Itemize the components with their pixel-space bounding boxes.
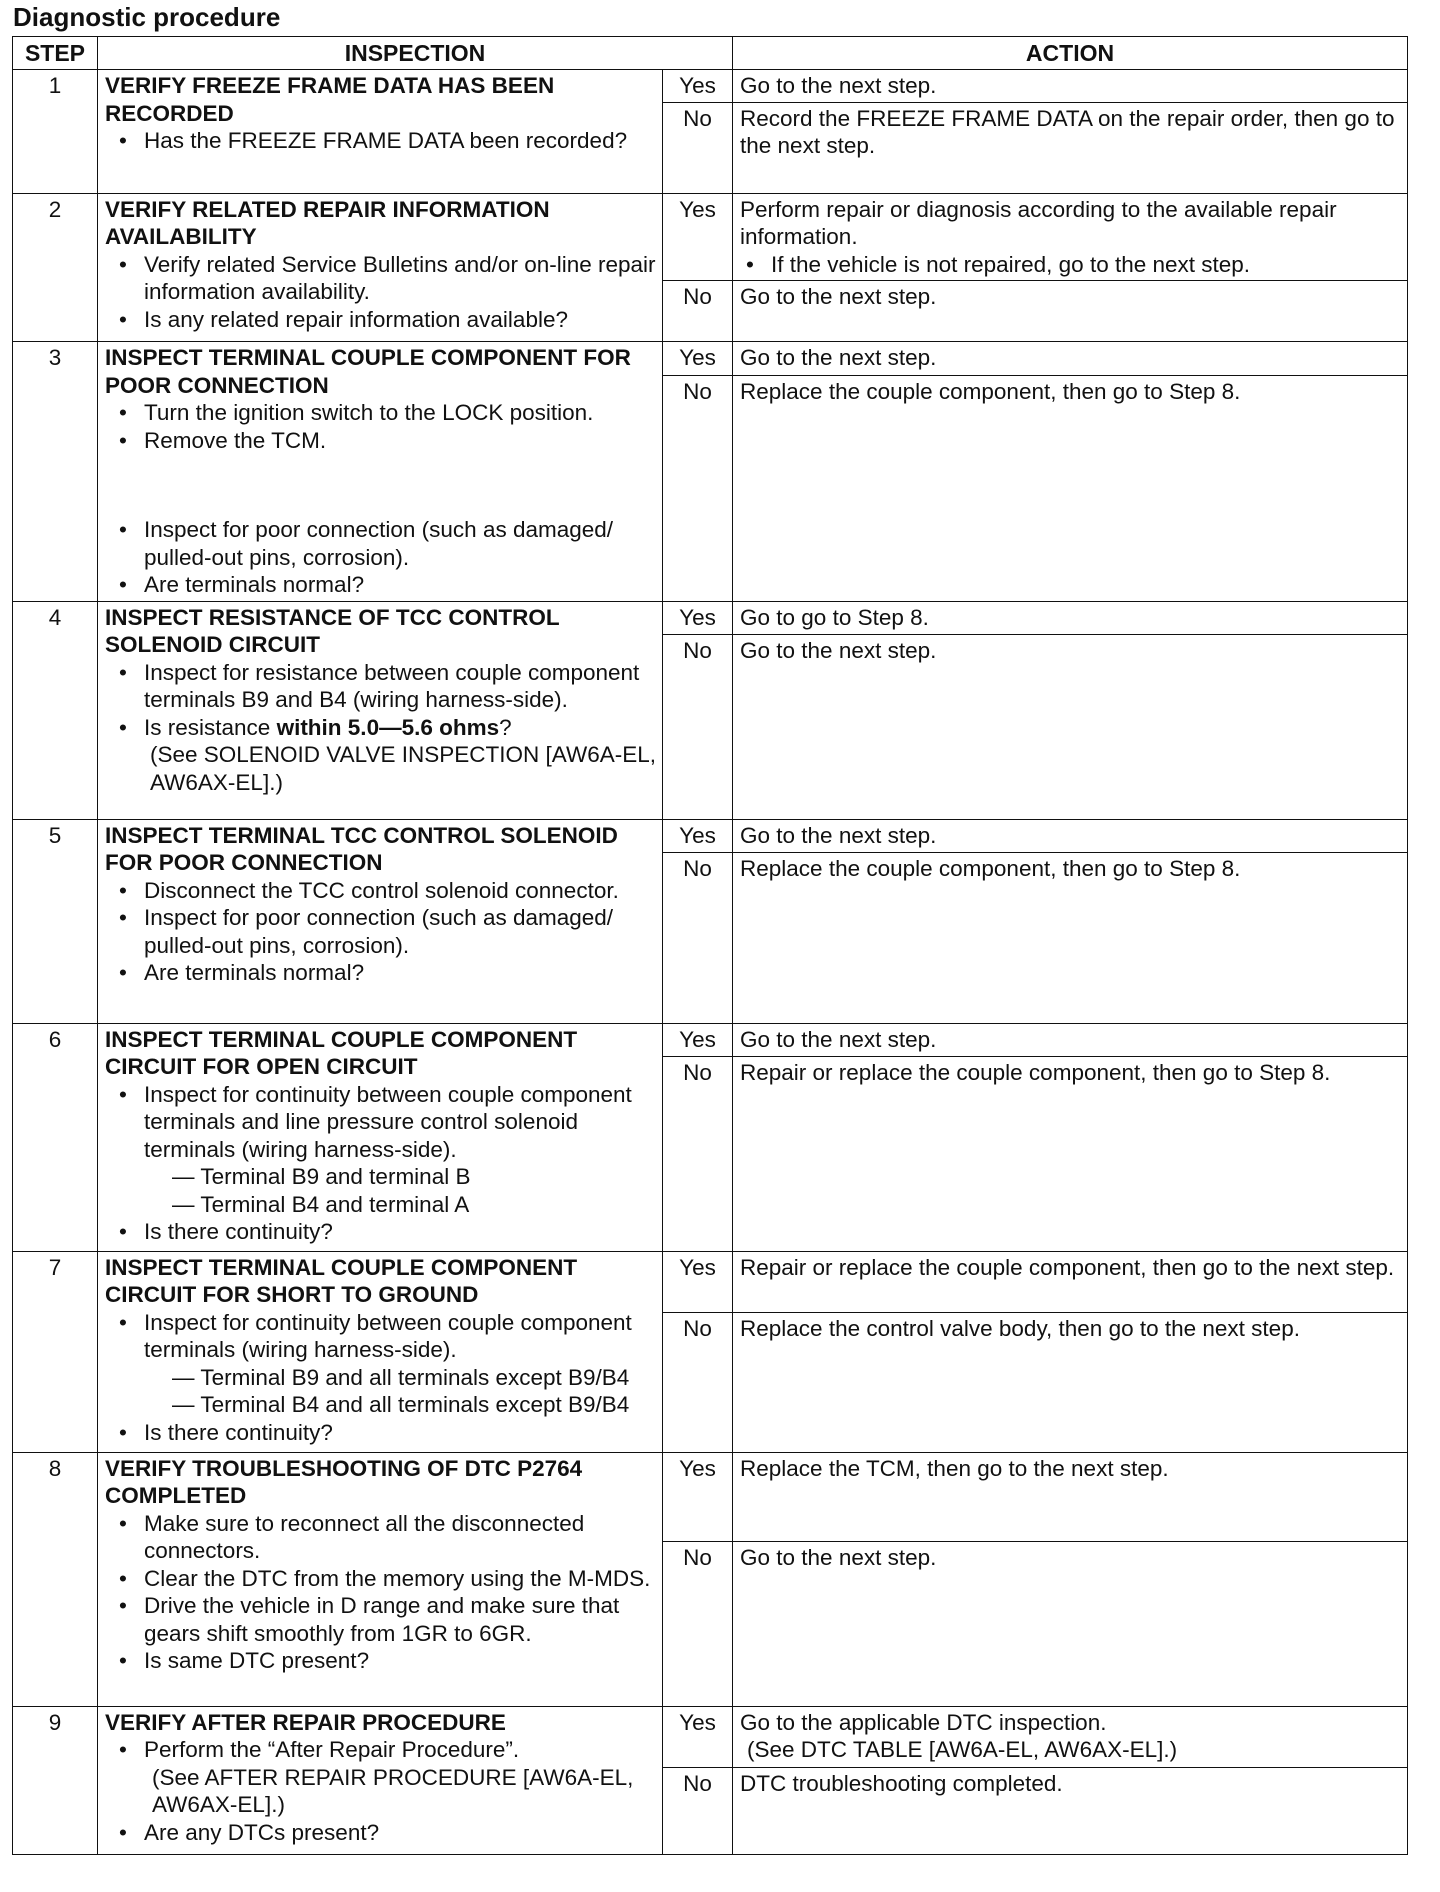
- inspection-bullet: • Clear the DTC from the memory using the M-MDS.: [119, 1565, 658, 1593]
- no-action: Go to the next step.: [733, 1541, 1408, 1706]
- diagnostic-table: [12, 36, 1408, 1855]
- no-label: No: [663, 1312, 733, 1452]
- inspection-cell: [98, 193, 663, 342]
- no-label: No: [663, 281, 733, 342]
- inspection-title: VERIFY AFTER REPAIR PROCEDURE: [105, 1709, 506, 1735]
- yes-label: Yes: [663, 819, 733, 852]
- inspection-bullet: • Remove the TCM.: [119, 427, 658, 455]
- inspection-cell: [98, 1251, 663, 1452]
- sub-item: — Terminal B4 and terminal A: [172, 1191, 470, 1217]
- inspection-bullet: • Has the FREEZE FRAME DATA been recorded?: [119, 127, 658, 155]
- sub-item: — Terminal B4 and all terminals except B9/B4: [172, 1392, 630, 1417]
- inspection-title: INSPECT TERMINAL COUPLE COMPONENT FOR POOR CONNECTION: [105, 345, 631, 398]
- header-inspection: INSPECTION: [98, 37, 733, 70]
- yes-label: Yes: [663, 1706, 733, 1767]
- inspection-cell: [98, 70, 663, 194]
- yes-label: Yes: [663, 1251, 733, 1312]
- inspection-cell: [98, 601, 663, 819]
- bullet-text: Inspect for continuity between couple component terminals and line pressure control solenoid terminals (wiring harness-side).: [144, 1081, 632, 1162]
- reference-link[interactable]: (See DTC TABLE [AW6A-EL, AW6AX-EL].): [747, 1737, 1178, 1762]
- inspection-title: INSPECT TERMINAL COUPLE COMPONENT CIRCUIT FOR OPEN CIRCUIT: [105, 1026, 578, 1079]
- page-title: Diagnostic procedure: [13, 2, 281, 32]
- table-row: [13, 1706, 1408, 1767]
- resistance-spec: within 5.0—5.6 ohms: [276, 714, 500, 740]
- step-number: 9: [13, 1706, 98, 1854]
- table-row: [13, 193, 1408, 281]
- yes-action: Go to the next step.: [733, 342, 1408, 376]
- inspection-title: INSPECT RESISTANCE OF TCC CONTROL SOLENOID CIRCUIT: [105, 604, 560, 657]
- table-row: [13, 342, 1408, 376]
- inspection-bullet: • Is there continuity?: [119, 1218, 658, 1246]
- inspection-cell: [98, 342, 663, 602]
- yes-action: Go to go to Step 8.: [733, 601, 1408, 634]
- reference-link[interactable]: (See SOLENOID VALVE INSPECTION [AW6A-EL, AW6AX-EL].): [150, 742, 656, 795]
- step-number: 1: [13, 70, 98, 194]
- yes-action: Repair or replace the couple component, then go to the next step.: [733, 1251, 1408, 1312]
- no-label: No: [663, 634, 733, 819]
- no-action: DTC troubleshooting completed.: [733, 1767, 1408, 1854]
- inspection-bullet: • Are terminals normal?: [119, 571, 658, 599]
- inspection-bullet: • Are any DTCs present?: [119, 1819, 658, 1847]
- inspection-title: VERIFY TROUBLESHOOTING OF DTC P2764 COMPLETED: [105, 1455, 583, 1508]
- step-number: 2: [13, 193, 98, 342]
- inspection-cell: [98, 1706, 663, 1854]
- inspection-bullet: • Inspect for poor connection (such as damaged/ pulled-out pins, corrosion).: [119, 904, 658, 959]
- yes-label: Yes: [663, 70, 733, 103]
- yes-action: Perform repair or diagnosis according to the available repair information.: [740, 196, 1337, 249]
- step-number: 4: [13, 601, 98, 819]
- inspection-bullet: • Is same DTC present?: [119, 1647, 658, 1675]
- yes-label: Yes: [663, 1452, 733, 1541]
- inspection-cell: [98, 1023, 663, 1251]
- table-row: [13, 601, 1408, 634]
- bullet-text: Inspect for continuity between couple component terminals (wiring harness-side).: [144, 1309, 632, 1362]
- no-label: No: [663, 1767, 733, 1854]
- no-label: No: [663, 1056, 733, 1251]
- step-number: 5: [13, 819, 98, 1023]
- header-action: ACTION: [733, 37, 1408, 70]
- inspection-title: INSPECT TERMINAL TCC CONTROL SOLENOID FOR POOR CONNECTION: [105, 822, 618, 875]
- step-number: 6: [13, 1023, 98, 1251]
- inspection-bullet: [119, 1736, 658, 1819]
- no-label: No: [663, 102, 733, 193]
- yes-label: Yes: [663, 342, 733, 376]
- no-action: Go to the next step.: [733, 281, 1408, 342]
- yes-label: Yes: [663, 193, 733, 281]
- bullet-text: Perform the “After Repair Procedure”.: [144, 1737, 520, 1762]
- inspection-cell: [98, 1452, 663, 1706]
- no-action: Replace the couple component, then go to Step 8.: [733, 376, 1408, 601]
- table-row: [13, 819, 1408, 852]
- inspection-bullet: • Drive the vehicle in D range and make sure that gears shift smoothly from 1GR to 6GR.: [119, 1592, 658, 1647]
- no-action: Go to the next step.: [733, 634, 1408, 819]
- header-step: STEP: [13, 37, 98, 70]
- inspection-bullet: • Turn the ignition switch to the LOCK position.: [119, 399, 658, 427]
- inspection-bullet: • Inspect for resistance between couple component terminals B9 and B4 (wiring harness-side).: [119, 659, 658, 714]
- yes-action: Go to the applicable DTC inspection.: [740, 1709, 1107, 1735]
- no-label: No: [663, 852, 733, 1023]
- step-number: 7: [13, 1251, 98, 1452]
- no-action: Replace the couple component, then go to Step 8.: [733, 852, 1408, 1023]
- no-action: Replace the control valve body, then go to the next step.: [733, 1312, 1408, 1452]
- table-row: [13, 1023, 1408, 1056]
- table-row: [13, 70, 1408, 103]
- yes-action-cell: [733, 1706, 1408, 1767]
- yes-action-cell: [733, 193, 1408, 281]
- yes-action: Replace the TCM, then go to the next step.: [733, 1452, 1408, 1541]
- header-row: [13, 37, 1408, 70]
- step-number: 8: [13, 1452, 98, 1706]
- inspection-bullet: • Is any related repair information available?: [119, 306, 658, 334]
- inspection-title: VERIFY FREEZE FRAME DATA HAS BEEN RECORDED: [105, 73, 555, 126]
- inspection-cell: [98, 819, 663, 1023]
- no-action: Record the FREEZE FRAME DATA on the repair order, then go to the next step.: [733, 102, 1408, 193]
- no-label: No: [663, 1541, 733, 1706]
- action-bullet: • If the vehicle is not repaired, go to the next step.: [746, 251, 1403, 279]
- question-prefix: Is resistance: [144, 714, 277, 740]
- no-label: No: [663, 376, 733, 601]
- yes-action: Go to the next step.: [733, 1023, 1408, 1056]
- inspection-title: VERIFY RELATED REPAIR INFORMATION AVAILABILITY: [105, 196, 550, 249]
- yes-action: Go to the next step.: [733, 70, 1408, 103]
- table-row: [13, 1452, 1408, 1541]
- inspection-bullet: [119, 1081, 658, 1219]
- reference-link[interactable]: (See AFTER REPAIR PROCEDURE [AW6A-EL, AW6AX-EL].): [152, 1764, 634, 1817]
- inspection-bullet: [119, 714, 658, 797]
- inspection-bullet: • Inspect for poor connection (such as damaged/ pulled-out pins, corrosion).: [119, 516, 658, 571]
- yes-label: Yes: [663, 1023, 733, 1056]
- sub-item: — Terminal B9 and terminal B: [172, 1164, 471, 1189]
- yes-action: Go to the next step.: [733, 819, 1408, 852]
- inspection-bullet: • Verify related Service Bulletins and/or on-line repair information availability.: [119, 251, 658, 306]
- inspection-bullet: • Make sure to reconnect all the disconnected connectors.: [119, 1510, 658, 1565]
- inspection-bullet: [119, 1309, 658, 1419]
- sub-item: — Terminal B9 and all terminals except B9/B4: [172, 1364, 630, 1390]
- step-number: 3: [13, 342, 98, 602]
- inspection-bullet: • Disconnect the TCC control solenoid connector.: [119, 877, 658, 905]
- inspection-bullet: • Is there continuity?: [119, 1419, 658, 1447]
- yes-label: Yes: [663, 601, 733, 634]
- no-action: Repair or replace the couple component, then go to Step 8.: [733, 1056, 1408, 1251]
- table-row: [13, 1251, 1408, 1312]
- inspection-title: INSPECT TERMINAL COUPLE COMPONENT CIRCUIT FOR SHORT TO GROUND: [105, 1254, 578, 1307]
- inspection-bullet: • Are terminals normal?: [119, 959, 658, 987]
- question-suffix: ?: [499, 714, 512, 740]
